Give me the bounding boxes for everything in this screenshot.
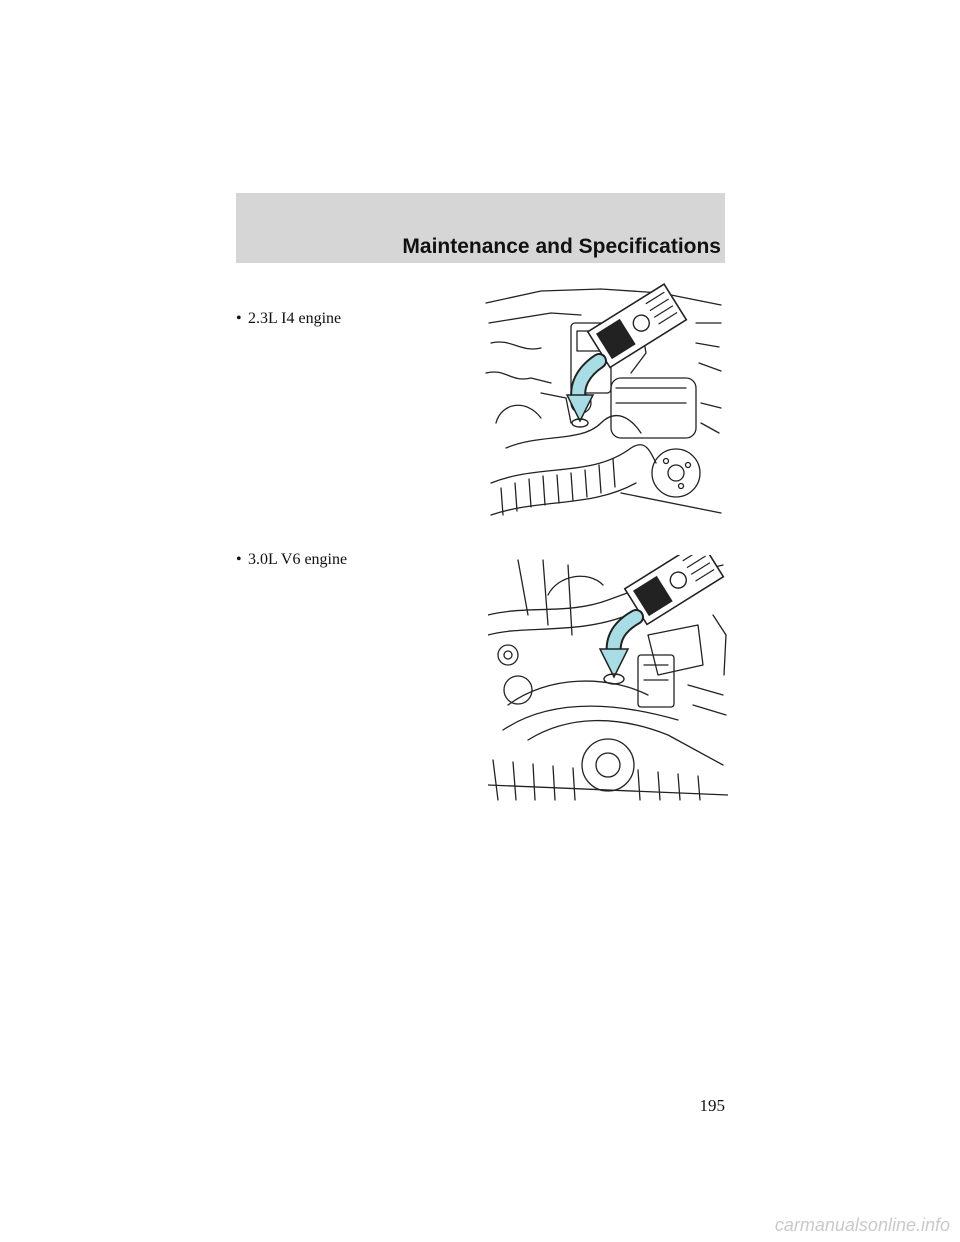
bullet-glyph: • [236, 310, 242, 327]
bullet-item-3-0l [236, 551, 347, 569]
page-number: 195 [699, 1096, 725, 1115]
bullet-text: 2.3L I4 engine [248, 310, 342, 327]
section-header-band [236, 193, 725, 263]
engine-illustration-icon [488, 555, 728, 802]
bullet-text: 3.0L V6 engine [248, 551, 348, 568]
watermark: carmanualsonline.info [774, 1215, 950, 1235]
engine-oil-fill-illustration-3-0l [488, 555, 728, 802]
engine-oil-fill-illustration-2-3l [481, 283, 725, 528]
bullet-glyph: • [236, 551, 242, 568]
section-title: Maintenance and Specifications [402, 235, 721, 258]
bullet-item-2-3l [236, 310, 341, 328]
engine-illustration-icon [481, 283, 725, 528]
